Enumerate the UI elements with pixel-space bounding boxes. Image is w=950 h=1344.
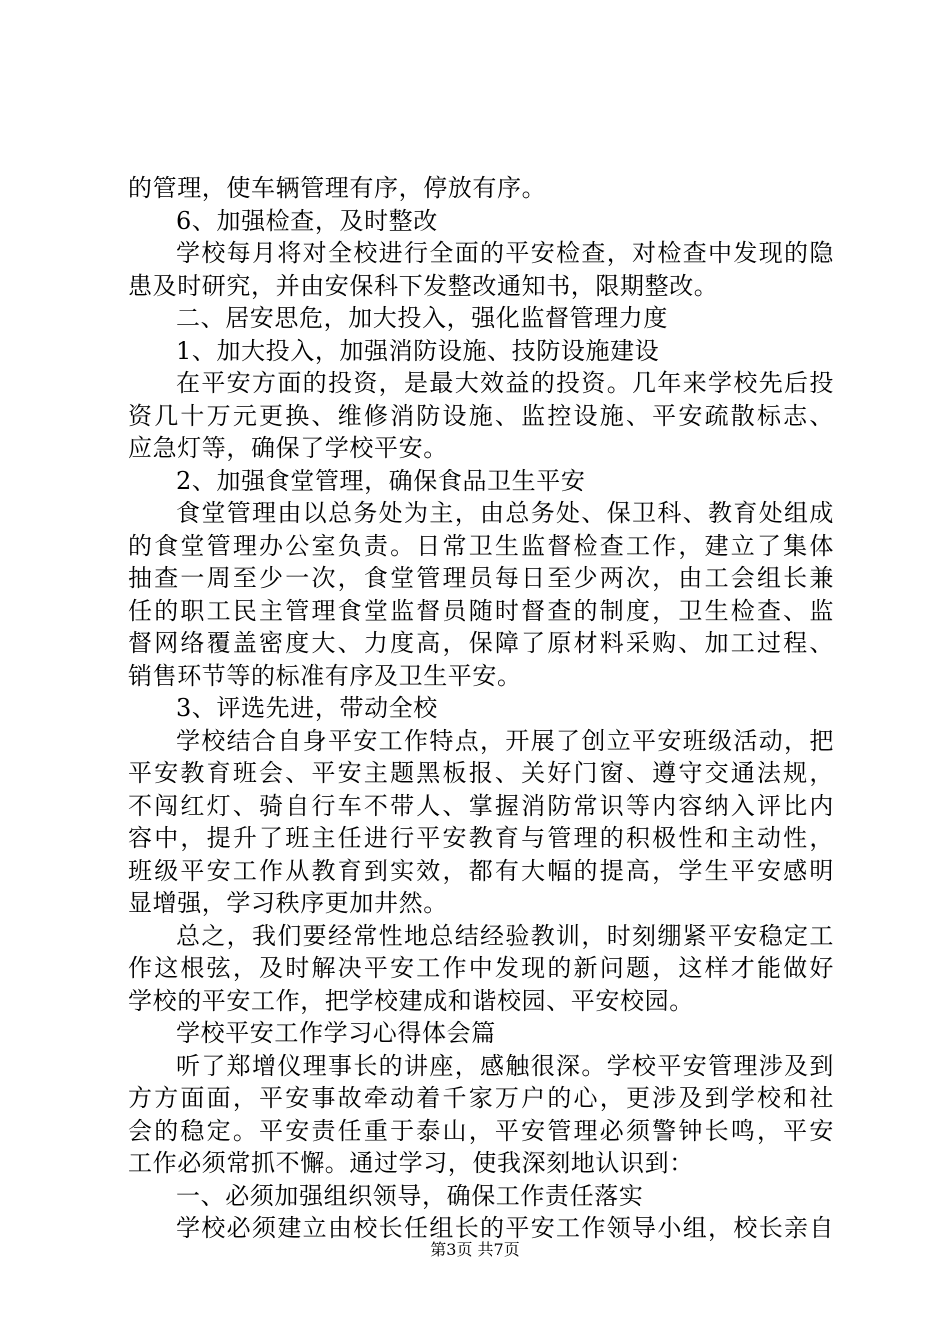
text-line: 学校必须建立由校长任组长的平安工作领导小组，校长亲自 — [176, 1214, 834, 1242]
text-line: 3、评选先进，带动全校 — [176, 694, 438, 722]
text-line: 资几十万元更换、维修消防设施、监控设施、平安疏散标志、 — [128, 401, 834, 430]
text-line: 6、加强检查，及时整改 — [176, 206, 438, 235]
text-line: 总之，我们要经常性地总结经验教训，时刻绷紧平安稳定工 — [176, 921, 834, 950]
text-line: 学校结合自身平安工作特点，开展了创立平安班级活动，把 — [176, 726, 834, 755]
text-line: 应急灯等，确保了学校平安。 — [128, 434, 448, 462]
text-line: 会的稳定。平安责任重于泰山，平安管理必须警钟长鸣，平安 — [128, 1116, 834, 1145]
text-line: 工作必须常抓不懈。通过学习，使我深刻地认识到： — [128, 1149, 694, 1177]
text-line: 食堂管理由以总务处为主，由总务处、保卫科、教育处组成 — [176, 499, 834, 527]
text-line: 显增强，学习秩序更加井然。 — [128, 889, 448, 917]
text-line: 学校平安工作学习心得体会篇 — [176, 1019, 496, 1047]
text-line: 任的职工民主管理食堂监督员随时督查的制度，卫生检查、监 — [128, 596, 834, 625]
text-line: 听了郑增仪理事长的讲座，感触很深。学校平安管理涉及到 — [176, 1051, 834, 1080]
text-line: 的管理，使车辆管理有序，停放有序。 — [128, 174, 547, 202]
text-line: 容中，提升了班主任进行平安教育与管理的积极性和主动性， — [128, 824, 834, 852]
text-line: 一、必须加强组织领导，确保工作责任落实 — [176, 1181, 644, 1210]
text-line: 在平安方面的投资，是最大效益的投资。几年来学校先后投 — [176, 369, 834, 397]
text-line: 2、加强食堂管理，确保食品卫生平安 — [176, 466, 586, 495]
text-line: 二、居安思危，加大投入，强化监督管理力度 — [176, 304, 668, 332]
document-body — [128, 172, 834, 1245]
text-line: 不闯红灯、骑自行车不带人、掌握消防常识等内容纳入评比内 — [128, 791, 834, 820]
text-line: 1、加大投入，加强消防设施、技防设施建设 — [176, 336, 660, 365]
text-line: 作这根弦，及时解决平安工作中发现的新问题，这样才能做好 — [128, 954, 834, 982]
text-line: 督网络覆盖密度大、力度高，保障了原材料采购、加工过程、 — [128, 629, 834, 657]
text-line: 销售环节等的标准有序及卫生平安。 — [128, 661, 522, 690]
page-footer — [0, 1240, 950, 1260]
text-line: 平安教育班会、平安主题黑板报、关好门窗、遵守交通法规， — [128, 759, 834, 787]
text-line: 学校每月将对全校进行全面的平安检查，对检查中发现的隐 — [176, 239, 834, 267]
page-number-label: 第3页 共7页 — [430, 1240, 520, 1259]
text-line: 学校的平安工作，把学校建成和谐校园、平安校园。 — [128, 986, 694, 1015]
text-line: 抽查一周至少一次，食堂管理员每日至少两次，由工会组长兼 — [128, 564, 834, 592]
text-line: 患及时研究，并由安保科下发整改通知书，限期整改。 — [128, 271, 719, 300]
text-line: 的食堂管理办公室负责。日常卫生监督检查工作，建立了集体 — [128, 531, 834, 560]
text-line: 班级平安工作从教育到实效，都有大幅的提高，学生平安感明 — [128, 856, 834, 885]
text-line: 方方面面，平安事故牵动着千家万户的心，更涉及到学校和社 — [128, 1084, 834, 1112]
